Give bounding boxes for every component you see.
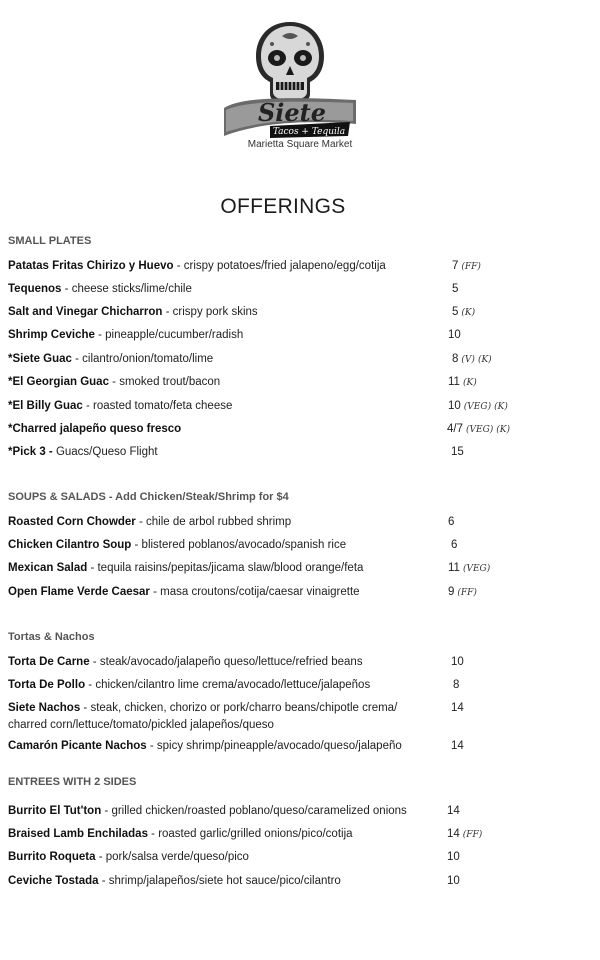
menu-item-name: Burrito El Tut'ton <box>8 805 102 817</box>
menu-item-name: Burrito Roqueta <box>8 851 96 863</box>
menu-item-name: Chicken Cilantro Soup <box>8 539 132 551</box>
menu-item-price <box>447 873 460 890</box>
menu-item-description: - chicken/cilantro lime crema/avocado/lettuce/jalapeños <box>85 679 371 691</box>
dietary-tag: (VEG) <box>463 402 492 412</box>
dietary-tag: (K) <box>494 402 508 412</box>
menu-item-price <box>451 537 457 554</box>
svg-text:Tacos + Tequila: Tacos + Tequila <box>272 127 346 137</box>
menu-item-description-continued: charred corn/lettuce/tomato/pickled jalapeños/queso <box>8 719 274 731</box>
menu-item <box>8 514 291 531</box>
price-value: 11 <box>448 562 460 574</box>
menu-item-description: Guacs/Queso Flight <box>52 446 158 458</box>
menu-item <box>8 654 363 671</box>
location-subtitle: Marietta Square Market <box>247 139 353 150</box>
menu-item-price <box>451 654 464 671</box>
menu-item-price <box>451 444 464 461</box>
menu-item-description: - grilled chicken/roasted poblano/queso/caramelized onions <box>101 805 407 817</box>
section-heading: SMALL PLATES <box>8 235 92 247</box>
menu-item-name: Siete Nachos <box>8 702 81 714</box>
menu-item-description: - blistered poblanos/avocado/spanish rice <box>131 539 347 551</box>
menu-item-description: - pork/salsa verde/queso/pico <box>95 851 249 863</box>
price-value: 10 <box>447 851 460 863</box>
price-value: 14 <box>447 828 460 840</box>
price-value: 8 <box>453 679 460 691</box>
menu-item-description: - crispy pork skins <box>162 306 258 318</box>
price-value: 7 <box>452 260 459 272</box>
menu-item-price <box>452 304 475 322</box>
dietary-tag: (V) <box>461 355 475 365</box>
menu-item <box>8 873 341 890</box>
price-value: 10 <box>448 329 461 341</box>
menu-item <box>8 374 220 391</box>
menu-item-name: *Charred jalapeño queso fresco <box>8 423 182 435</box>
menu-item <box>8 537 346 554</box>
menu-item-price <box>447 826 482 844</box>
menu-item <box>8 444 158 461</box>
menu-item-price <box>451 738 464 755</box>
menu-item-description: - crispy potatoes/fried jalapeno/egg/cotija <box>173 260 386 272</box>
menu-item-name: *El Georgian Guac <box>8 376 109 388</box>
menu-item <box>8 304 258 321</box>
menu-item-description: - cilantro/onion/tomato/lime <box>71 353 214 365</box>
dietary-tag: (VEG) <box>462 564 491 574</box>
menu-item-name: Roasted Corn Chowder <box>8 516 136 528</box>
section-heading: Tortas & Nachos <box>8 631 95 643</box>
menu-item-price <box>451 700 464 717</box>
menu-item-name: Camarón Picante Nachos <box>8 740 147 752</box>
menu-item-name: Shrimp Ceviche <box>8 329 95 341</box>
menu-item-price <box>447 421 510 439</box>
menu-item-description: - shrimp/jalapeños/siete hot sauce/pico/cilantro <box>98 875 341 887</box>
page-title: OFFERINGS <box>220 195 346 218</box>
menu-item <box>8 803 407 820</box>
price-value: 14 <box>451 702 464 714</box>
menu-item-name: *El Billy Guac <box>8 400 83 412</box>
menu-item-price <box>448 514 454 531</box>
menu-item <box>8 738 402 755</box>
menu-item <box>8 258 386 275</box>
price-value: 10 <box>451 656 464 668</box>
menu-item-price <box>448 584 477 602</box>
menu-item <box>8 560 363 577</box>
dietary-tag: (K) <box>461 308 476 318</box>
menu-item-name: Braised Lamb Enchiladas <box>8 828 148 840</box>
menu-item-price <box>448 398 508 416</box>
menu-item-price <box>452 281 458 298</box>
menu-item-price <box>448 560 490 578</box>
dietary-tag: (FF) <box>461 262 481 272</box>
menu-item-price <box>447 803 460 820</box>
price-value: 6 <box>451 539 458 551</box>
price-value: 8 <box>452 353 459 365</box>
menu-item-price <box>452 351 492 369</box>
menu-item <box>8 281 192 298</box>
menu-item-description: - pineapple/cucumber/radish <box>94 329 244 341</box>
menu-item-name: *Pick 3 - <box>8 446 53 458</box>
menu-item <box>8 826 353 843</box>
dietary-tag: (FF) <box>462 830 483 840</box>
menu-item-description: - roasted tomato/feta cheese <box>82 400 233 412</box>
price-value: 5 <box>452 306 459 318</box>
price-value: 11 <box>448 376 460 388</box>
price-value: 10 <box>448 400 461 412</box>
dietary-tag: (VEG) <box>466 425 494 435</box>
menu-item-description: - tequila raisins/pepitas/jicama slaw/blood orange/feta <box>87 562 364 574</box>
menu-item-name: Open Flame Verde Caesar <box>8 586 150 598</box>
menu-item <box>8 421 181 438</box>
menu-item-name: Tequenos <box>8 283 62 295</box>
menu-item <box>8 677 370 694</box>
menu-item-description: - cheese sticks/lime/chile <box>61 283 192 295</box>
menu-item-price <box>453 677 459 694</box>
dietary-tag: (FF) <box>457 588 477 598</box>
menu-item <box>8 398 232 415</box>
price-value: 4/7 <box>447 423 463 435</box>
menu-item <box>8 327 243 344</box>
price-value: 5 <box>452 283 459 295</box>
price-value: 14 <box>451 740 464 752</box>
menu-item-description: - masa croutons/cotija/caesar vinaigrette <box>149 586 360 598</box>
section-heading: SOUPS & SALADS - Add Chicken/Steak/Shrimp for $4 <box>8 491 289 503</box>
menu-item-price <box>447 849 460 866</box>
menu-item-name: *Siete Guac <box>8 353 72 365</box>
menu-item <box>8 700 397 734</box>
menu-item-description: - roasted garlic/grilled onions/pico/cotija <box>147 828 353 840</box>
menu-item <box>8 849 249 866</box>
menu-item-description: - chile de arbol rubbed shrimp <box>135 516 292 528</box>
price-value: 14 <box>447 805 460 817</box>
menu-item-name: Ceviche Tostada <box>8 875 99 887</box>
menu-item-name: Mexican Salad <box>8 562 88 574</box>
price-value: 10 <box>447 875 460 887</box>
menu-item-name: Patatas Fritas Chirizo y Huevo <box>8 260 174 272</box>
menu-item-name: Torta De Pollo <box>8 679 86 691</box>
menu-item <box>8 351 213 368</box>
menu-item-description: - steak/avocado/jalapeño queso/lettuce/refried beans <box>89 656 363 668</box>
menu-item-price <box>448 374 477 392</box>
dietary-tag: (K) <box>477 355 492 365</box>
section-heading: ENTREES WITH 2 SIDES <box>8 776 137 788</box>
dietary-tag: (K) <box>462 378 477 388</box>
price-value: 9 <box>448 586 455 598</box>
menu-item-description: - spicy shrimp/pineapple/avocado/queso/jalapeño <box>146 740 402 752</box>
price-value: 15 <box>451 446 464 458</box>
svg-text:Siete: Siete <box>257 98 327 127</box>
menu-item-description: - steak, chicken, chorizo or pork/charro beans/chipotle crema/ <box>80 702 398 714</box>
dietary-tag: (K) <box>496 425 511 435</box>
menu-item-name: Torta De Carne <box>8 656 90 668</box>
menu-item-price <box>452 258 481 276</box>
menu-item-name: Salt and Vinegar Chicharron <box>8 306 163 318</box>
price-value: 6 <box>448 516 455 528</box>
menu-item-description: - smoked trout/bacon <box>108 376 221 388</box>
menu-item <box>8 584 360 601</box>
menu-item-price <box>448 327 461 344</box>
